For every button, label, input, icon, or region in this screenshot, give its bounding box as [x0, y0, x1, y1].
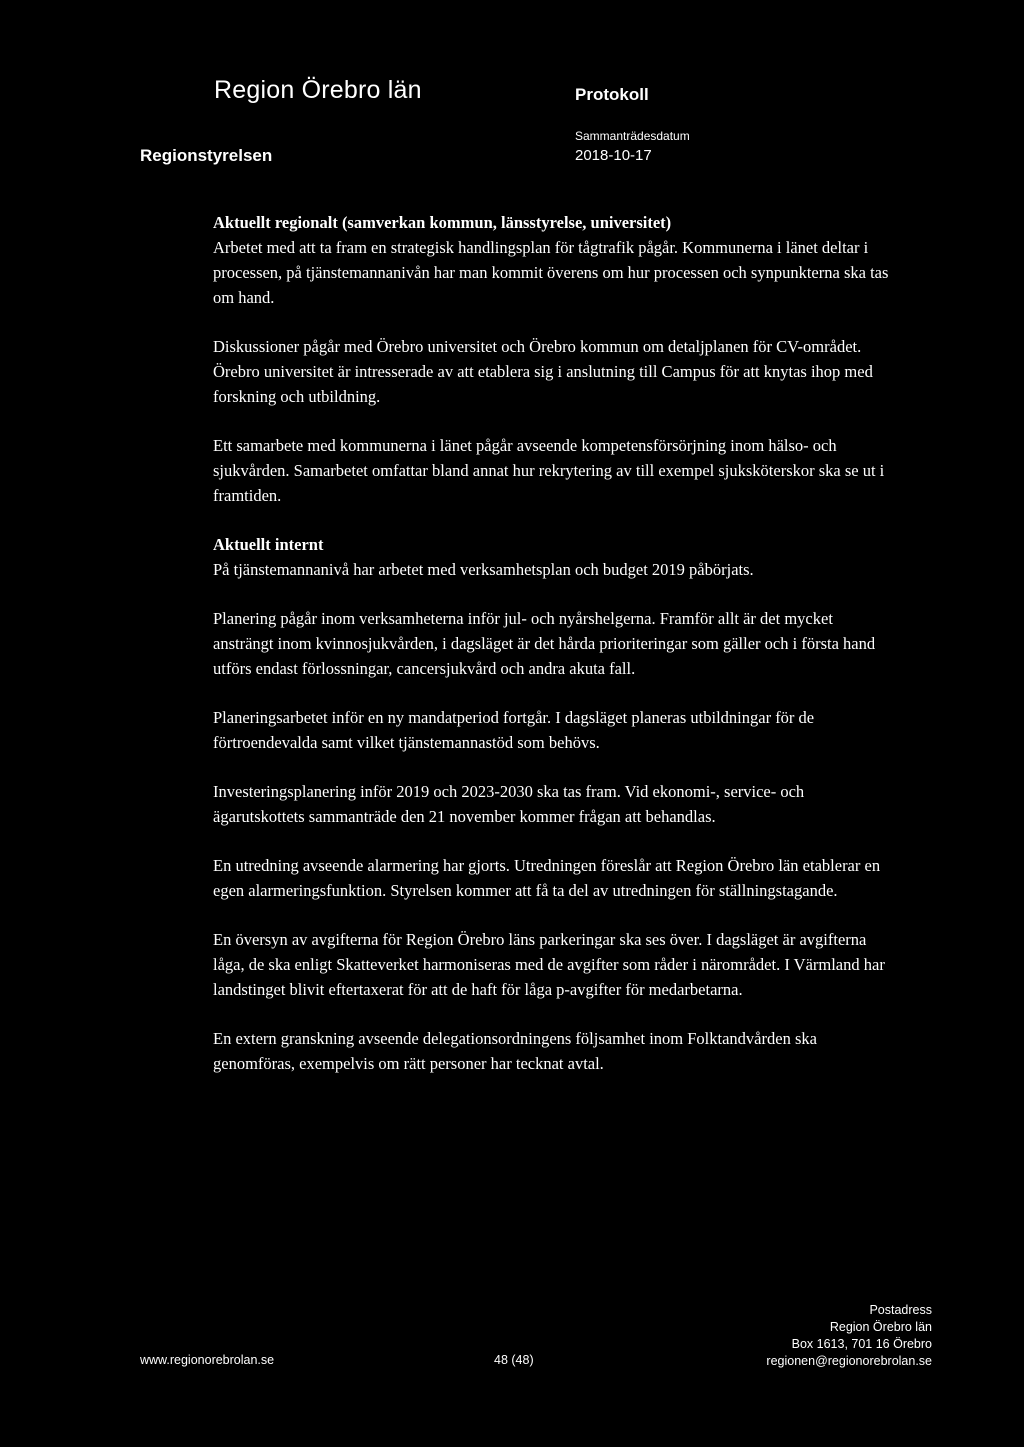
paragraph: Planering pågår inom verksamheterna inför jul- och nyårshelgerna. Framför allt är det mycket ansträngt inom kvinnosjukvården, i dagsläget är det hårda prioriteringar som gäller och i första hand utförs endast förlossningar, cancersjukvård och andra akuta fall.: [213, 609, 876, 678]
footer-website: www.regionorebrolan.se: [140, 1353, 275, 1367]
paragraph: Diskussioner pågår med Örebro universitet och Örebro kommun om detaljplanen för CV-området. Örebro universitet är intresserade av att etablera sig i anslutning till Campus för att knytas ihop med forskning och utbildning.: [213, 337, 873, 406]
department-name: Regionstyrelsen: [140, 146, 273, 165]
paragraph: Planeringsarbetet inför en ny mandatperiod fortgår. I dagsläget planeras utbildningar för de förtroendevalda samt vilket tjänstemannastöd som behövs.: [213, 708, 815, 752]
paragraph: En översyn av avgifterna för Region Örebro läns parkeringar ska ses över. I dagsläget är avgifterna låga, de ska enligt Skatteverket harmoniseras med de avgifter som råder i närområdet. I Värmland har landstinget blivit eftertaxerat för att de haft för låga p-avgifter för medarbetarna.: [213, 930, 885, 999]
section-heading-internal: Aktuellt internt: [213, 535, 324, 554]
paragraph: En extern granskning avseende delegationsordningens följsamhet inom Folktandvården ska genomföras, exempelvis om rätt personer har tecknat avtal.: [213, 1029, 817, 1073]
document-body: [213, 210, 893, 1100]
organization-name: Region Örebro län: [214, 76, 422, 104]
postal-address-name: Region Örebro län: [829, 1320, 932, 1334]
meeting-date-label: Sammanträdesdatum: [575, 129, 690, 143]
postal-address-email: regionen@regionorebrolan.se: [766, 1354, 932, 1368]
paragraph: Investeringsplanering inför 2019 och 2023-2030 ska tas fram. Vid ekonomi-, service- och ägarutskottets sammanträde den 21 november kommer frågan att behandlas.: [213, 782, 805, 826]
paragraph: Arbetet med att ta fram en strategisk handlingsplan för tågtrafik pågår. Kommunerna i länet deltar i processen, på tjänstemannanivån har man kommit överens om hur processen och synpunkterna ska tas om hand.: [213, 238, 889, 307]
paragraph: På tjänstemannanivå har arbetet med verksamhetsplan och budget 2019 påbörjats.: [213, 560, 754, 579]
postal-address-label: Postadress: [869, 1303, 932, 1317]
section-heading-regional: Aktuellt regionalt (samverkan kommun, länsstyrelse, universitet): [213, 213, 672, 232]
paragraph: En utredning avseende alarmering har gjorts. Utredningen föreslår att Region Örebro län etablerar en egen alarmeringsfunktion. Styrelsen kommer att få ta del av utredningen för ställningstagande.: [213, 856, 881, 900]
document-type: Protokoll: [575, 85, 649, 104]
meeting-date-value: 2018-10-17: [575, 147, 652, 164]
postal-address: [766, 1302, 932, 1370]
paragraph: Ett samarbete med kommunerna i länet pågår avseende kompetensförsörjning inom hälso- och sjukvården. Samarbetet omfattar bland annat hur rekrytering av till exempel sjuksköterskor ska se ut i framtiden.: [213, 436, 885, 505]
page-number: 48 (48): [494, 1353, 534, 1367]
postal-address-box: Box 1613, 701 16 Örebro: [791, 1337, 932, 1351]
